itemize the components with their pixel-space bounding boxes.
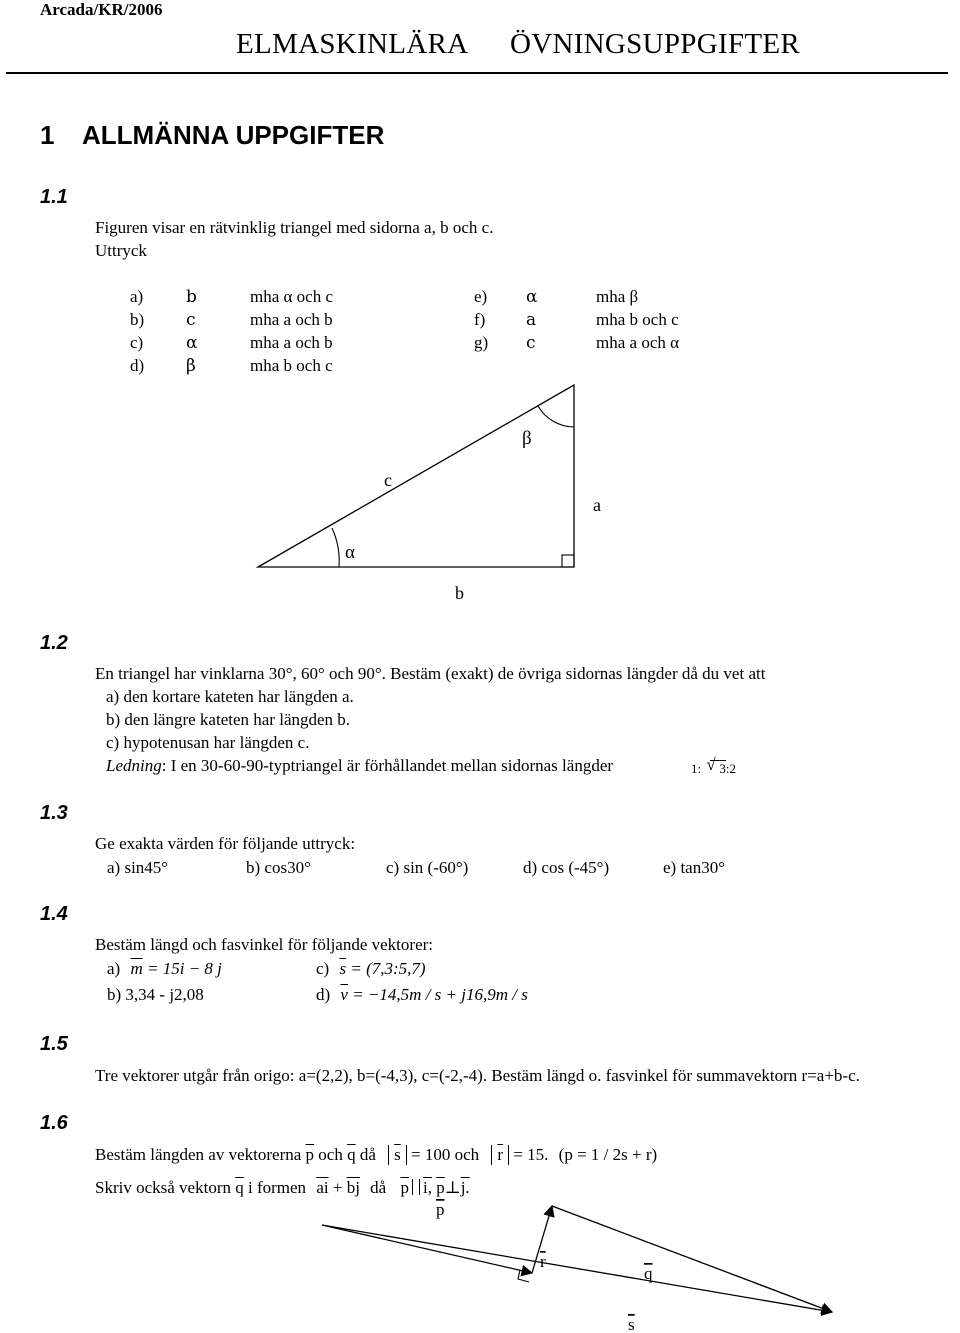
text-segment: och xyxy=(318,1145,343,1164)
problem-number-1-5: 1.5 xyxy=(40,1033,68,1055)
perpendicular-icon: ⊥ xyxy=(444,1178,461,1197)
problem-1-2-b: b) den längre kateten har längden b. xyxy=(106,710,351,729)
label-a: a xyxy=(593,495,601,515)
vector-v: $\overline{v}$ xyxy=(340,985,348,1004)
label-q: q xyxy=(644,1264,653,1283)
label-r: r xyxy=(540,1252,546,1271)
problem-1-2-c: c) hypotenusan har längden c. xyxy=(106,733,310,752)
ratio-expression xyxy=(691,755,736,777)
vector-q: $\overline{q}$ xyxy=(235,1178,244,1197)
problem-1-3-item-b: b) cos30° xyxy=(246,858,311,877)
item-label: e) xyxy=(474,287,488,306)
vector-s: $\overline{s}$ xyxy=(339,959,347,978)
ratio-two: :2 xyxy=(725,761,736,776)
label-p: p xyxy=(436,1200,445,1219)
vector-p: $\overline{p}$ xyxy=(436,1178,445,1197)
item-description: mha a och b xyxy=(250,333,333,352)
problem-number-1-3: 1.3 xyxy=(40,802,68,824)
triangle-outline xyxy=(258,385,574,567)
item-variable: c xyxy=(526,333,536,353)
item-label: d) xyxy=(130,356,145,375)
header-title-course: ELMASKINLÄRA xyxy=(236,28,469,60)
vector-diagram xyxy=(0,1195,960,1333)
text-segment: = 100 och xyxy=(411,1145,480,1164)
item-label: a) xyxy=(130,287,144,306)
text-segment: + xyxy=(332,1178,343,1197)
angle-arc-alpha xyxy=(332,528,339,567)
item-description: mha α och c xyxy=(250,287,334,306)
problem-1-2-a: a) den kortare kateten har längden a. xyxy=(106,687,354,706)
vector-p: $\overline{p}$ xyxy=(305,1145,315,1164)
problem-number-1-4: 1.4 xyxy=(40,903,68,925)
vector-s: $\overline{s}$ xyxy=(394,1145,401,1164)
magnitude-r xyxy=(491,1145,509,1165)
text-segment: Skriv också vektorn xyxy=(95,1178,231,1197)
hint-label: Ledning xyxy=(106,756,162,775)
item-label: a) xyxy=(107,959,121,978)
label-c: c xyxy=(384,470,392,490)
header-rule xyxy=(6,72,948,74)
vector-q-arrow xyxy=(552,1206,832,1312)
problem-1-3-item-e: e) tan30° xyxy=(663,858,726,877)
vector-p-arrow xyxy=(322,1225,532,1273)
item-label: d) xyxy=(316,985,331,1004)
unit-i: i, xyxy=(422,1178,432,1197)
text-segment: då xyxy=(359,1145,376,1164)
text-segment: = 15. xyxy=(513,1145,549,1164)
problem-1-5-text: Tre vektorer utgår från origo: a=(2,2), b=(-4,3), c=(-2,-4). Bestäm längd o. fasvinkel för summavektorn r=a+b-c. xyxy=(95,1066,860,1085)
item-label: c) xyxy=(316,959,330,978)
item-variable: α xyxy=(186,333,198,353)
vector-p: $\overline{p}$ xyxy=(400,1178,409,1197)
problem-1-3-item-c: c) sin (-60°) xyxy=(386,858,469,877)
vector-m: $\overline{m}$ xyxy=(130,959,143,978)
problem-1-2-intro: En triangel har vinklarna 30°, 60° och 90°. Bestäm (exakt) de övriga sidornas längder då du vet att xyxy=(95,664,766,683)
sqrt-symbol: √ 3 xyxy=(706,755,726,776)
vector-q: $\overline{q}$ xyxy=(347,1145,356,1164)
problem-1-4-b: b) 3,34 - j2,08 xyxy=(107,985,204,1004)
item-description: mha a och α xyxy=(596,333,680,352)
magnitude-s xyxy=(388,1145,407,1165)
problem-1-1-intro: Figuren visar en rätvinklig triangel med sidorna a, b och c. xyxy=(95,218,494,237)
item-label: f) xyxy=(474,310,486,329)
problem-1-3-intro: Ge exakta värden för följande uttryck: xyxy=(95,834,356,853)
vector-v-expression: = −14,5m / s + j16,9m / s xyxy=(352,985,528,1004)
ratio-root: 3 xyxy=(719,761,726,776)
relation-expression: (p = 1 / 2s + r) xyxy=(558,1145,658,1164)
item-label: c) xyxy=(130,333,144,352)
vector-s-expression: = (7,3:5,7) xyxy=(350,959,426,978)
section-number: 1 xyxy=(40,120,55,150)
term-bj: $\overline{bj}$ xyxy=(346,1178,360,1197)
label-s: s xyxy=(628,1315,635,1333)
problem-1-1-uttryck: Uttryck xyxy=(95,241,147,260)
ratio-one: 1: xyxy=(691,761,702,776)
problem-1-4-a xyxy=(107,959,222,979)
item-variable: b xyxy=(186,287,197,307)
item-description: mha a och b xyxy=(250,310,333,329)
item-description: mha b och c xyxy=(596,310,679,329)
problem-1-4-d xyxy=(316,985,528,1005)
section-heading xyxy=(40,120,384,151)
angle-arc-beta xyxy=(538,406,574,427)
label-alpha: α xyxy=(345,542,355,563)
header-title-exercises: ÖVNINGSUPPGIFTER xyxy=(510,28,800,60)
problem-1-4-intro: Bestäm längd och fasvinkel för följande vektorer: xyxy=(95,935,433,954)
label-b: b xyxy=(455,583,464,603)
problem-1-2-hint xyxy=(106,756,613,776)
problem-1-4-c xyxy=(316,959,426,979)
text-segment: i formen xyxy=(247,1178,307,1197)
item-label: g) xyxy=(474,333,489,352)
item-variable: a xyxy=(526,310,537,330)
problem-1-3-item-a: a) sin45° xyxy=(107,858,169,877)
label-beta: β xyxy=(522,428,532,449)
text-segment: då xyxy=(370,1178,387,1197)
section-title: ALLMÄNNA UPPGIFTER xyxy=(82,120,385,150)
hint-text: : I en 30-60-90-typtriangel är förhållandet mellan sidornas längder xyxy=(161,756,614,775)
item-description: mha b och c xyxy=(250,356,333,375)
text-segment: Bestäm längden av vektorerna xyxy=(95,1145,302,1164)
item-variable: α xyxy=(526,287,538,307)
right-angle-marker xyxy=(562,555,574,567)
problem-number-1-1: 1.1 xyxy=(40,186,68,208)
problem-1-3-item-d: d) cos (-45°) xyxy=(523,858,610,877)
right-triangle-figure xyxy=(0,380,960,610)
item-variable: c xyxy=(186,310,196,330)
item-label: b) xyxy=(130,310,145,329)
vector-r: $\overline{r}$ xyxy=(497,1145,504,1164)
unit-j: j. xyxy=(460,1178,470,1197)
vector-m-expression: = 15i − 8 j xyxy=(147,959,222,978)
problem-number-1-6: 1.6 xyxy=(40,1112,68,1134)
parallel-icon xyxy=(412,1179,420,1195)
item-description: mha β xyxy=(596,287,639,306)
vector-s-arrow xyxy=(322,1225,832,1312)
term-ai: $\overline{ai}$ xyxy=(316,1178,329,1197)
problem-number-1-2: 1.2 xyxy=(40,632,68,654)
item-variable: β xyxy=(186,356,196,376)
header-document-code: Arcada/KR/2006 xyxy=(40,0,163,19)
problem-1-6-line1 xyxy=(95,1145,657,1165)
